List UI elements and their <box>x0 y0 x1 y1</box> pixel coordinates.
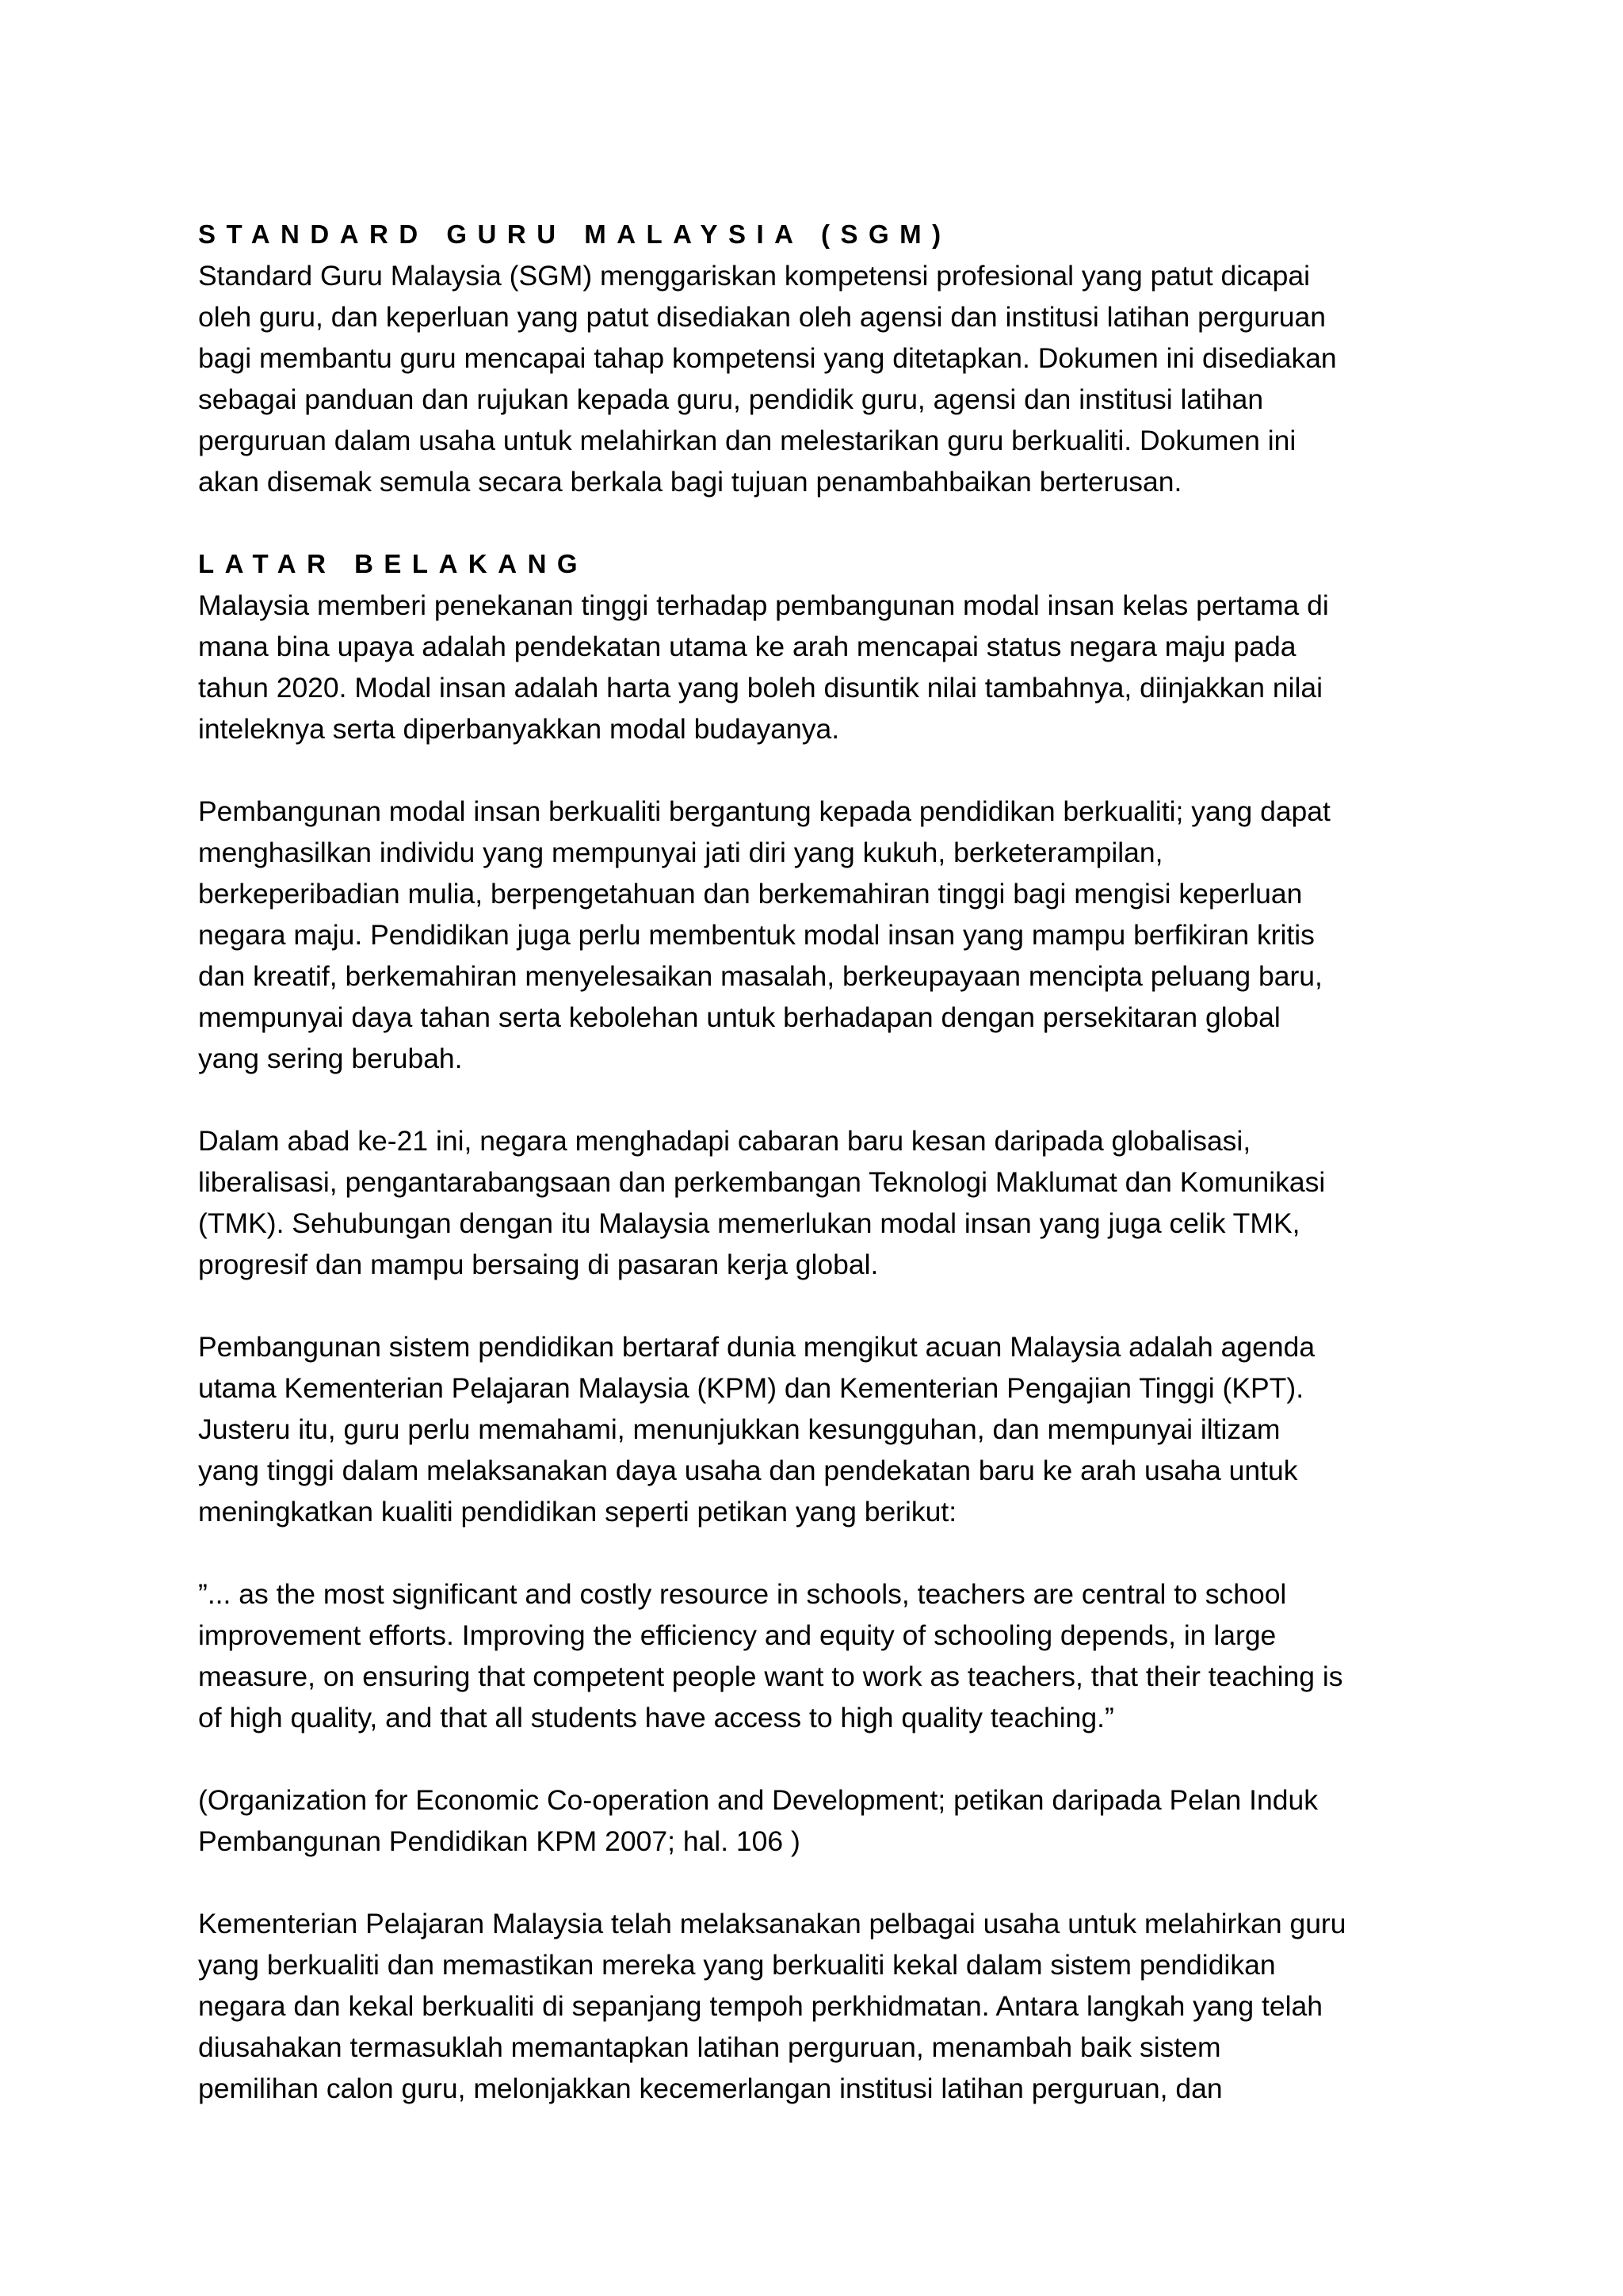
text-line: utama Kementerian Pelajaran Malaysia (KPM) dan Kementerian Pengajian Tinggi (KPT). <box>198 1372 1304 1404</box>
text-line: pemilihan calon guru, melonjakkan kecemerlangan institusi latihan perguruan, dan <box>198 2073 1223 2104</box>
text-line: (TMK). Sehubungan dengan itu Malaysia memerlukan modal insan yang juga celik TMK, <box>198 1207 1300 1239</box>
text-line: sebagai panduan dan rujukan kepada guru, pendidik guru, agensi dan institusi latihan <box>198 383 1264 415</box>
section-spacer <box>198 502 1458 543</box>
text-line: tahun 2020. Modal insan adalah harta yang boleh disuntik nilai tambahnya, diinjakkan nilai <box>198 672 1323 704</box>
text-line: Malaysia memberi penekanan tinggi terhadap pembangunan modal insan kelas pertama di <box>198 589 1329 621</box>
text-line: Standard Guru Malaysia (SGM) menggariskan kompetensi profesional yang patut dicapai <box>198 260 1310 292</box>
text-line: liberalisasi, pengantarabangsaan dan perkembangan Teknologi Maklumat dan Komunikasi <box>198 1166 1326 1198</box>
text-line: mempunyai daya tahan serta kebolehan untuk berhadapan dengan persekitaran global <box>198 1001 1281 1033</box>
text-line: yang berkualiti dan memastikan mereka yang berkualiti kekal dalam sistem pendidikan <box>198 1949 1276 1981</box>
section-heading-latar-belakang: LATAR BELAKANG <box>198 549 589 578</box>
text-line: negara dan kekal berkualiti di sepanjang tempoh perkhidmatan. Antara langkah yang telah <box>198 1990 1323 2022</box>
paragraph-spacer <box>198 1079 1458 1120</box>
paragraph-citation <box>198 1779 1458 1862</box>
text-line: berkeperibadian mulia, berpengetahuan dan berkemahiran tinggi bagi mengisi keperluan <box>198 878 1303 910</box>
text-line: negara maju. Pendidikan juga perlu membentuk modal insan yang mampu berfikiran kritis <box>198 919 1315 951</box>
text-line: ”... as the most significant and costly resource in schools, teachers are central to school <box>198 1578 1287 1610</box>
text-line: mana bina upaya adalah pendekatan utama ke arah mencapai status negara maju pada <box>198 631 1296 662</box>
text-line: inteleknya serta diperbanyakkan modal budayanya. <box>198 713 840 745</box>
paragraph-spacer <box>198 749 1458 791</box>
paragraph-spacer <box>198 1738 1458 1779</box>
text-line: measure, on ensuring that competent people want to work as teachers, that their teaching is <box>198 1661 1343 1692</box>
text-line: yang sering berubah. <box>198 1043 463 1074</box>
text-line: improvement efforts. Improving the efficiency and equity of schooling depends, in large <box>198 1619 1277 1651</box>
text-line: perguruan dalam usaha untuk melahirkan dan melestarikan guru berkualiti. Dokumen ini <box>198 425 1296 456</box>
paragraph-kpm-usaha <box>198 1903 1458 2109</box>
paragraph-modal-insan <box>198 585 1458 749</box>
paragraph-abad-21 <box>198 1120 1458 1285</box>
text-line: (Organization for Economic Co-operation and Development; petikan daripada Pelan Induk <box>198 1784 1318 1816</box>
text-line: Pembangunan Pendidikan KPM 2007; hal. 106 ) <box>198 1825 800 1857</box>
paragraph-spacer <box>198 1285 1458 1326</box>
text-line: Dalam abad ke-21 ini, negara menghadapi cabaran baru kesan daripada globalisasi, <box>198 1125 1251 1157</box>
text-line: Kementerian Pelajaran Malaysia telah melaksanakan pelbagai usaha untuk melahirkan guru <box>198 1908 1346 1939</box>
text-line: of high quality, and that all students have access to high quality teaching.” <box>198 1702 1114 1733</box>
paragraph-spacer <box>198 1532 1458 1573</box>
text-line: diusahakan termasuklah memantapkan latihan perguruan, menambah baik sistem <box>198 2031 1221 2063</box>
text-line: menghasilkan individu yang mempunyai jati diri yang kukuh, berketerampilan, <box>198 837 1163 868</box>
text-line: oleh guru, dan keperluan yang patut disediakan oleh agensi dan institusi latihan perguruan <box>198 301 1326 333</box>
text-line: progresif dan mampu bersaing di pasaran kerja global. <box>198 1249 879 1280</box>
text-line: akan disemak semula secara berkala bagi tujuan penambahbaikan berterusan. <box>198 466 1182 498</box>
paragraph-quotation <box>198 1573 1458 1738</box>
text-line: Pembangunan sistem pendidikan bertaraf dunia mengikut acuan Malaysia adalah agenda <box>198 1331 1316 1363</box>
paragraph-spacer <box>198 1862 1458 1903</box>
document-page <box>198 214 1458 2109</box>
text-line: yang tinggi dalam melaksanakan daya usaha dan pendekatan baru ke arah usaha untuk <box>198 1455 1298 1486</box>
section-heading-sgm: STANDARD GURU MALAYSIA (SGM) <box>198 219 952 249</box>
paragraph-pendidikan-berkualiti <box>198 791 1458 1079</box>
text-line: dan kreatif, berkemahiran menyelesaikan masalah, berkeupayaan mencipta peluang baru, <box>198 960 1323 992</box>
text-line: Justeru itu, guru perlu memahami, menunjukkan kesungguhan, dan mempunyai iltizam <box>198 1413 1281 1445</box>
paragraph-sistem-pendidikan <box>198 1326 1458 1532</box>
text-line: Pembangunan modal insan berkualiti bergantung kepada pendidikan berkualiti; yang dapat <box>198 795 1331 827</box>
text-line: bagi membantu guru mencapai tahap kompetensi yang ditetapkan. Dokumen ini disediakan <box>198 342 1337 374</box>
text-line: meningkatkan kualiti pendidikan seperti petikan yang berikut: <box>198 1496 957 1527</box>
paragraph-sgm-intro <box>198 255 1458 502</box>
